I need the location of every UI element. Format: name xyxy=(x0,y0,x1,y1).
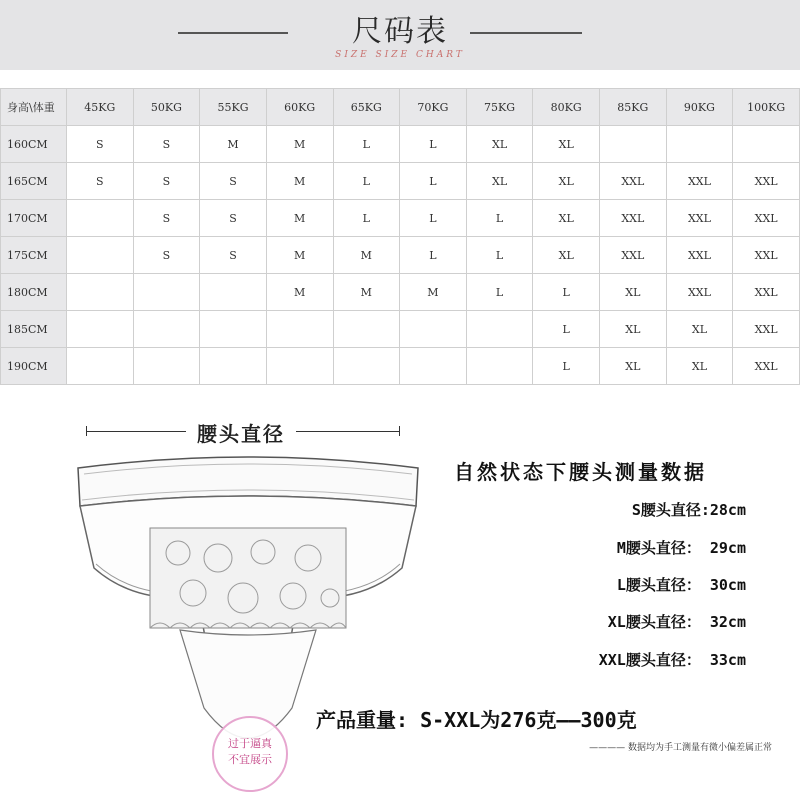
size-cell: M xyxy=(266,274,333,311)
size-cell: XL xyxy=(466,126,533,163)
size-cell: S xyxy=(67,126,134,163)
size-cell xyxy=(666,126,733,163)
size-cell: L xyxy=(533,274,600,311)
size-cell: M xyxy=(400,274,467,311)
size-cell: XXL xyxy=(733,237,800,274)
size-cell: S xyxy=(133,163,200,200)
size-cell: XXL xyxy=(600,200,667,237)
size-cell: M xyxy=(266,126,333,163)
size-cell: L xyxy=(333,200,400,237)
size-cell xyxy=(133,348,200,385)
table-row xyxy=(1,274,800,311)
size-cell: XL xyxy=(666,348,733,385)
size-cell xyxy=(733,126,800,163)
size-cell xyxy=(400,311,467,348)
size-cell: XXL xyxy=(733,311,800,348)
weight-column-header: 100KG xyxy=(733,89,800,126)
product-weight: 产品重量: S-XXL为276克——300克 xyxy=(316,708,637,732)
size-cell xyxy=(67,237,134,274)
size-cell: M xyxy=(266,200,333,237)
size-cell xyxy=(466,311,533,348)
height-row-header: 190CM xyxy=(1,348,67,385)
size-cell: XL xyxy=(600,348,667,385)
header-band xyxy=(0,0,800,70)
size-cell: L xyxy=(466,237,533,274)
height-row-header: 175CM xyxy=(1,237,67,274)
table-corner-label: 身高\体重 xyxy=(1,89,67,126)
waist-label-text: 腰头直径 xyxy=(186,418,296,447)
size-cell: XL xyxy=(600,274,667,311)
size-cell: L xyxy=(533,348,600,385)
size-cell: L xyxy=(333,126,400,163)
weight-column-header: 85KG xyxy=(600,89,667,126)
size-cell xyxy=(266,311,333,348)
size-cell xyxy=(200,311,267,348)
size-cell xyxy=(67,348,134,385)
measurement-title: 自然状态下腰头测量数据 xyxy=(454,460,707,484)
measure-xxl: XXL腰头直径： 33cm xyxy=(598,651,746,669)
table-row xyxy=(1,163,800,200)
ruler-right-tick xyxy=(399,426,400,436)
size-cell: M xyxy=(200,126,267,163)
height-row-header: 165CM xyxy=(1,163,67,200)
height-row-header: 170CM xyxy=(1,200,67,237)
size-cell: S xyxy=(200,200,267,237)
size-cell: XL xyxy=(466,163,533,200)
size-cell: XXL xyxy=(733,200,800,237)
size-cell: L xyxy=(400,200,467,237)
size-cell xyxy=(200,274,267,311)
size-cell xyxy=(466,348,533,385)
size-cell: L xyxy=(400,126,467,163)
size-cell xyxy=(400,348,467,385)
table-header-row xyxy=(1,89,800,126)
size-cell: L xyxy=(466,200,533,237)
size-cell xyxy=(133,311,200,348)
size-cell: M xyxy=(266,163,333,200)
footnote: ———— 数据均为手工测量有微小偏差属正常 xyxy=(589,743,772,753)
size-cell: S xyxy=(133,126,200,163)
size-cell: L xyxy=(400,163,467,200)
height-row-header: 180CM xyxy=(1,274,67,311)
weight-column-header: 70KG xyxy=(400,89,467,126)
size-cell: XXL xyxy=(666,200,733,237)
size-cell: XXL xyxy=(600,237,667,274)
weight-column-header: 90KG xyxy=(666,89,733,126)
size-cell: M xyxy=(266,237,333,274)
size-cell: XXL xyxy=(666,237,733,274)
size-cell: L xyxy=(533,311,600,348)
size-cell: XL xyxy=(666,311,733,348)
size-cell: M xyxy=(333,274,400,311)
size-cell xyxy=(133,274,200,311)
size-cell: L xyxy=(400,237,467,274)
height-row-header: 185CM xyxy=(1,311,67,348)
size-cell: XL xyxy=(600,311,667,348)
height-row-header: 160CM xyxy=(1,126,67,163)
size-cell: XL xyxy=(533,163,600,200)
table-row xyxy=(1,126,800,163)
weight-column-header: 55KG xyxy=(200,89,267,126)
weight-column-header: 60KG xyxy=(266,89,333,126)
page-title: 尺码表 xyxy=(352,14,448,49)
size-cell xyxy=(200,348,267,385)
size-cell: XXL xyxy=(600,163,667,200)
waist-diameter-label xyxy=(86,418,400,444)
measure-xl: XL腰头直径： 32cm xyxy=(607,613,746,631)
size-cell: XL xyxy=(533,126,600,163)
size-cell xyxy=(67,311,134,348)
size-cell: S xyxy=(200,163,267,200)
measure-m: M腰头直径： 29cm xyxy=(616,539,746,557)
measure-l: L腰头直径： 30cm xyxy=(616,576,746,594)
size-cell: XXL xyxy=(733,274,800,311)
weight-column-header: 65KG xyxy=(333,89,400,126)
censor-stamp xyxy=(212,716,288,792)
size-cell: XL xyxy=(533,200,600,237)
size-cell: XXL xyxy=(666,274,733,311)
size-cell: L xyxy=(466,274,533,311)
size-cell: S xyxy=(67,163,134,200)
size-cell xyxy=(67,274,134,311)
size-cell xyxy=(333,348,400,385)
size-cell xyxy=(266,348,333,385)
table-row xyxy=(1,237,800,274)
size-cell: S xyxy=(133,200,200,237)
weight-column-header: 45KG xyxy=(67,89,134,126)
table-row xyxy=(1,348,800,385)
size-cell: L xyxy=(333,163,400,200)
size-cell: XXL xyxy=(733,348,800,385)
stamp-line-1: 过于逼真 xyxy=(228,737,272,750)
size-cell: S xyxy=(133,237,200,274)
weight-column-header: 80KG xyxy=(533,89,600,126)
size-cell: M xyxy=(333,237,400,274)
size-cell xyxy=(600,126,667,163)
size-cell: XXL xyxy=(733,163,800,200)
size-cell xyxy=(333,311,400,348)
size-cell: XXL xyxy=(666,163,733,200)
page-subtitle: SIZE SIZE CHART xyxy=(335,50,465,60)
weight-column-header: 75KG xyxy=(466,89,533,126)
size-cell: S xyxy=(200,237,267,274)
measure-s: S腰头直径:28cm xyxy=(631,501,746,519)
size-cell: XL xyxy=(533,237,600,274)
table-row xyxy=(1,311,800,348)
size-chart-table xyxy=(0,88,800,385)
stamp-line-2: 不宜展示 xyxy=(228,753,272,766)
table-row xyxy=(1,200,800,237)
weight-column-header: 50KG xyxy=(133,89,200,126)
size-cell xyxy=(67,200,134,237)
